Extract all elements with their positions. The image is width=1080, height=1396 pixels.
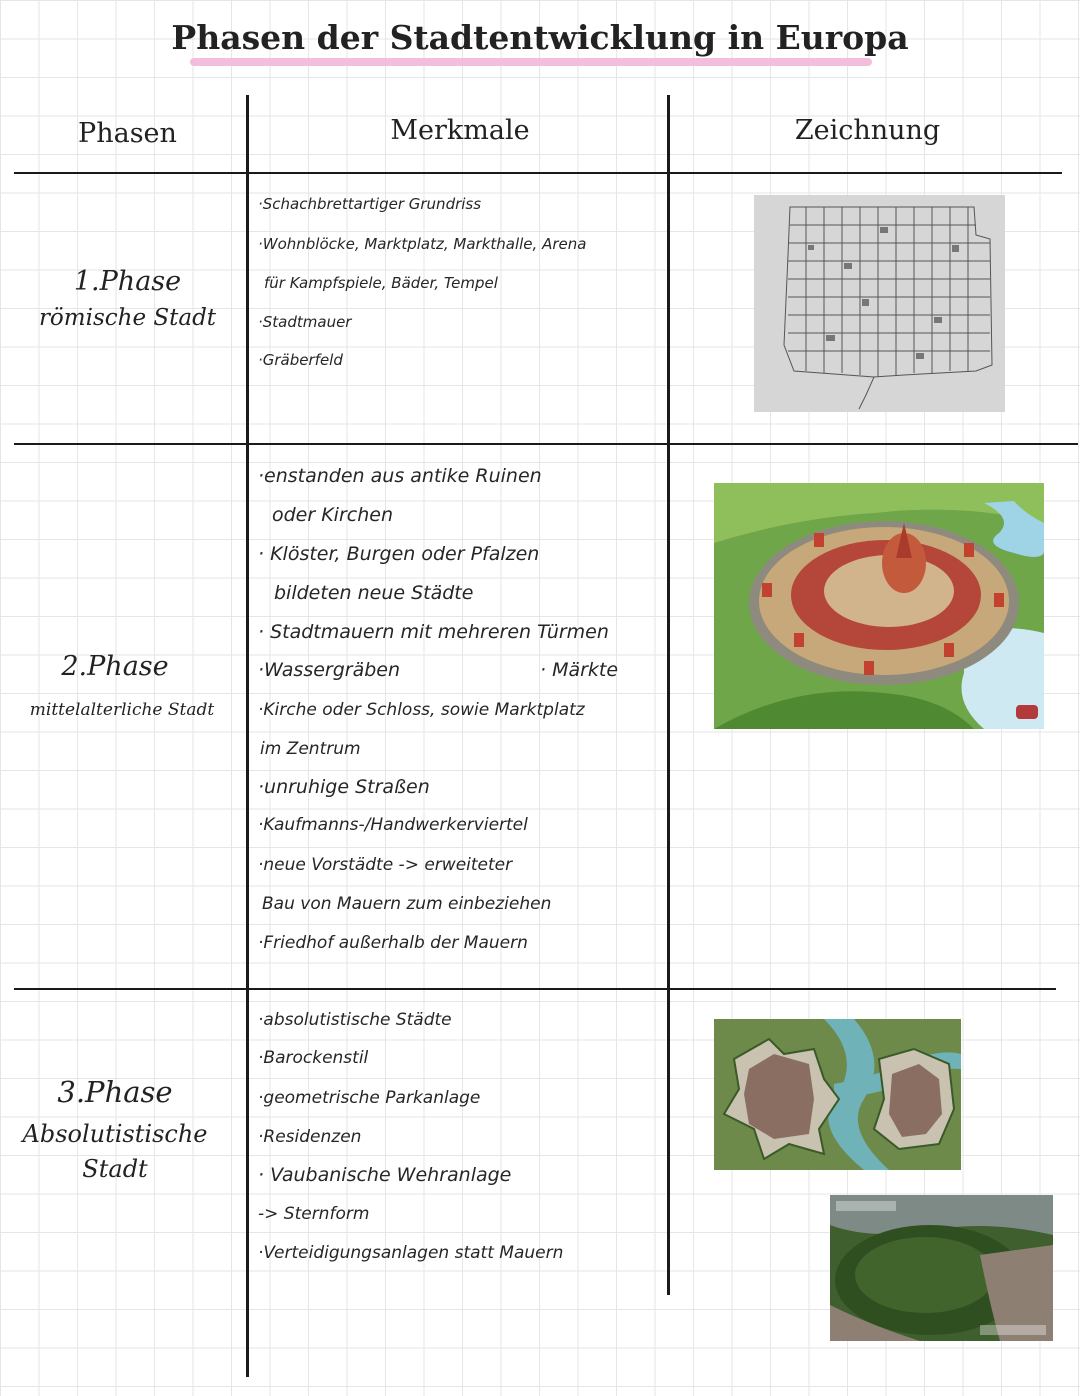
phase2-feature: ·Kaufmanns-/Handwerkerviertel [258, 815, 528, 835]
header-features: Merkmale [390, 115, 530, 146]
phase3-feature: -> Sternform [258, 1204, 370, 1224]
phase2-feature: ·neue Vorstädte -> erweiteter [258, 855, 513, 875]
phase3-feature: ·Residenzen [258, 1127, 362, 1147]
phase1-feature: ·Stadtmauer [258, 313, 352, 331]
phase3-name-line1: Absolutistische [22, 1120, 208, 1148]
phase1-name: römische Stadt [38, 305, 217, 331]
phase2-feature: ·Kirche oder Schloss, sowie Marktplatz [258, 700, 585, 720]
header-divider [14, 172, 1062, 174]
phase2-feature: ·Friedhof außerhalb der Mauern [258, 933, 528, 953]
phase2-feature: · Stadtmauern mit mehreren Türmen [258, 621, 609, 643]
star-fortress-illustration [714, 1019, 961, 1170]
header-phases: Phasen [78, 118, 177, 149]
phase1-feature: für Kampfspiele, Bäder, Tempel [264, 274, 498, 292]
column-divider-2 [667, 95, 670, 1295]
aerial-city-photo [830, 1195, 1053, 1341]
roman-city-plan-image [754, 195, 1005, 412]
phase2-feature: · Klöster, Burgen oder Pfalzen [258, 543, 540, 565]
phase2-feature: im Zentrum [260, 739, 361, 759]
phase3-feature: ·absolutistische Städte [258, 1010, 452, 1030]
row1-divider [14, 443, 1078, 445]
phase2-feature: oder Kirchen [272, 504, 393, 526]
column-divider-1 [246, 95, 249, 1377]
phase2-feature: ·Wassergräben [258, 659, 401, 681]
phase2-feature: ·unruhige Straßen [258, 776, 430, 798]
medieval-city-illustration [714, 483, 1044, 729]
row2-divider [14, 988, 1056, 990]
header-drawing: Zeichnung [794, 115, 941, 146]
phase1-feature: ·Gräberfeld [258, 351, 343, 369]
phase3-feature: ·Verteidigungsanlagen statt Mauern [258, 1243, 564, 1263]
phase3-number: 3.Phase [57, 1075, 173, 1109]
phase3-name-line2: Stadt [82, 1155, 148, 1183]
phase1-feature: ·Wohnblöcke, Marktplatz, Markthalle, Arena [258, 235, 587, 253]
phase1-number: 1.Phase [73, 266, 182, 297]
page-title: Phasen der Stadtentwicklung in Europa [171, 18, 909, 57]
phase1-feature: ·Schachbrettartiger Grundriss [258, 195, 482, 213]
phase2-number: 2.Phase [61, 651, 169, 682]
phase2-feature: Bau von Mauern zum einbeziehen [262, 894, 552, 914]
phase3-feature: ·geometrische Parkanlage [258, 1088, 481, 1108]
phase3-feature: · Vaubanische Wehranlage [258, 1164, 512, 1186]
phase2-feature-extra: · Märkte [540, 659, 619, 681]
phase2-feature: ·enstanden aus antike Ruinen [258, 465, 542, 487]
title-highlight [190, 58, 872, 66]
phase2-feature: bildeten neue Städte [274, 582, 474, 604]
phase2-name: mittelalterliche Stadt [29, 700, 215, 720]
phase3-feature: ·Barockenstil [258, 1048, 369, 1068]
